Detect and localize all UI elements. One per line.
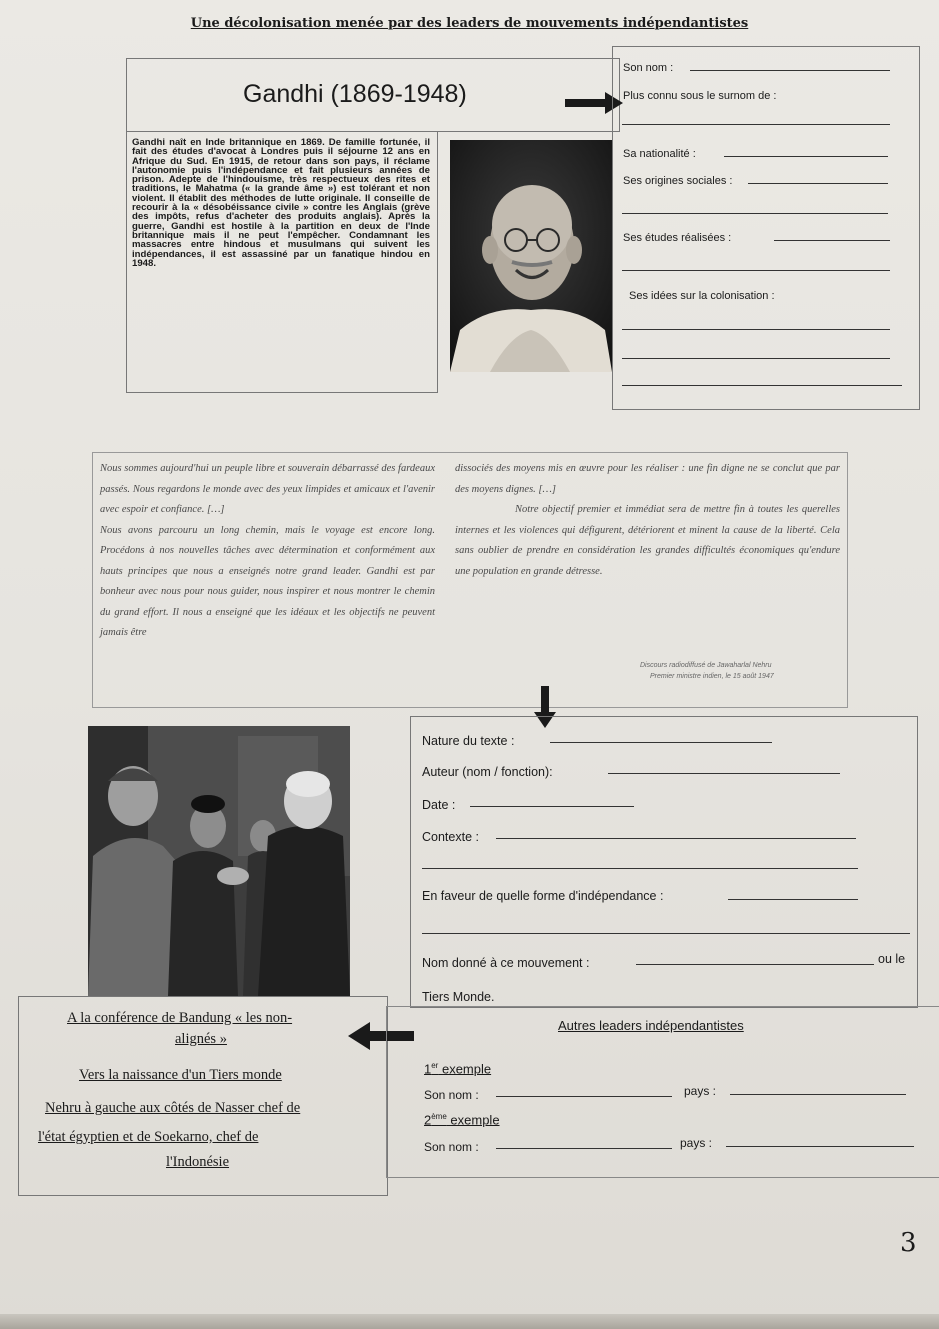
leader-1-pays-label: pays : [684, 1084, 717, 1098]
speech-source: Discours radiodiffusé de Jawaharlal Nehru [640, 662, 772, 669]
leader-2-pays-label: pays : [680, 1136, 713, 1150]
ou-le-label: ou le [878, 952, 906, 966]
contexte-field-2[interactable] [422, 868, 858, 869]
speech-paragraph: Nous sommes aujourd'hui un peuple libre et souverain débarrassé des fardeaux passés. Nous regardons le monde avec des yeux limpides et amicaux et l'avenir avec espoir et confiance. […] [100, 463, 435, 515]
example-2-sup: ème [431, 1112, 447, 1121]
date-field[interactable] [470, 806, 634, 807]
speech-paragraph: Nous avons parcouru un long chemin, mais le voyage est encore long. Procédons à nos nouvelles tâches avec détermination et conformément aux hauts principes que nous a enseignés notre grand leader. Gandhi est par bonheur avec nous pour nous guider, nous inspirer et nous montrer le chemin du grand effort. Il nous a enseigné que les idéaux et les objectifs ne peuvent jamais être [100, 524, 435, 638]
gandhi-header: Gandhi (1869-1948) [243, 80, 467, 108]
example-1-number: 1 [424, 1061, 432, 1077]
etudes-field-2[interactable] [622, 270, 890, 271]
page-number: 3 [900, 1228, 917, 1258]
bandung-caption-2: alignés » [175, 1031, 227, 1047]
speech-paragraph: Notre objectif premier et immédiat sera de mettre fin à toutes les querelles internes et les violences qui défigurent, détériorent et minent la cause de la liberté. Cela sans oublier de prendre en considération les grandes difficultés économiques qu'endure une population en grande détresse. [455, 504, 840, 577]
gandhi-bio [132, 138, 430, 268]
tiers-monde-label: Tiers Monde. [422, 990, 495, 1004]
etudes-label: Ses études réalisées : [623, 232, 732, 244]
leader-1-name-field[interactable] [496, 1096, 672, 1097]
auteur-field[interactable] [608, 773, 840, 774]
origines-field-2[interactable] [622, 213, 888, 214]
bandung-caption-6: l'Indonésie [166, 1154, 230, 1170]
example-1-label [424, 1061, 491, 1076]
speech-paragraph: dissociés des moyens mis en œuvre pour les réaliser : une fin digne ne se conclut que par des moyens dignes. […] [455, 463, 840, 495]
gandhi-bio-text: Gandhi naît en Inde britannique en 1869. De famille fortunée, il fait des études d'avocat à Londres puis il séjourne 12 ans en Afrique du Sud. En 1915, de retour dans son pays, il réclame l'autonomie puis l'indépendance et fait plusieurs années de prison. Adepte de l'hindouisme, très respectueux des rites et traditions, le Mahatma (« la grande âme ») est tolérant et non violent. Il établit des méthodes de lutte originale. Il conseille de recourir à la « désobéissance civile » contre les Anglais (grève des impôts, refus d'acheter des produits anglais). Après la guerre, Gandhi est hostile à la partition en deux de l'Inde britannique mais il ne peut l'empêcher. Condamnant les massacres entre hindous et musulmans qui suivent les indépendances, il est assassiné par un fanatique hindou en 1948. [132, 137, 430, 269]
surnom-field[interactable] [622, 124, 890, 125]
leader-2-name-field[interactable] [496, 1148, 672, 1149]
bandung-caption-5: l'état égyptien et de Soekarno, chef de [38, 1129, 259, 1145]
speech-source-2: Premier ministre indien, le 15 août 1947 [650, 673, 774, 680]
mouvement-label: Nom donné à ce mouvement : [422, 956, 590, 970]
gandhi-portrait [450, 140, 612, 372]
mouvement-field[interactable] [636, 964, 874, 965]
nationalite-field[interactable] [724, 156, 888, 157]
son-nom-label: Son nom : [623, 62, 674, 74]
surnom-label: Plus connu sous le surnom de : [623, 90, 777, 102]
origines-field[interactable] [748, 183, 888, 184]
example-2-word: exemple [446, 1112, 500, 1128]
bandung-caption-1: A la conférence de Bandung « les non- [67, 1010, 293, 1026]
idees-field-2[interactable] [622, 358, 890, 359]
idees-field-1[interactable] [622, 329, 890, 330]
leader-2-name-label: Son nom : [424, 1140, 479, 1154]
idees-field-3[interactable] [622, 385, 902, 386]
bandung-photo [88, 726, 350, 996]
contexte-label: Contexte : [422, 830, 479, 844]
faveur-label: En faveur de quelle forme d'indépendance : [422, 889, 664, 903]
page-edge [0, 1314, 939, 1329]
leader-1-name-label: Son nom : [424, 1088, 479, 1102]
bandung-caption-3: Vers la naissance d'un Tiers monde [79, 1067, 282, 1083]
speech-col-1 [100, 459, 435, 644]
example-2-number: 2 [424, 1112, 432, 1128]
leaders-title: Autres leaders indépendantistes [558, 1018, 744, 1033]
idees-label: Ses idées sur la colonisation : [629, 290, 775, 302]
son-nom-field[interactable] [690, 70, 890, 71]
speech-col-2 [455, 459, 840, 582]
date-label: Date : [422, 798, 456, 812]
faveur-field[interactable] [728, 899, 858, 900]
contexte-field[interactable] [496, 838, 856, 839]
example-2-label [424, 1112, 500, 1127]
example-1-sup: er [431, 1061, 439, 1070]
origines-label: Ses origines sociales : [623, 175, 733, 187]
etudes-field[interactable] [774, 240, 890, 241]
faveur-field-2[interactable] [422, 933, 910, 934]
leader-1-pays-field[interactable] [730, 1094, 906, 1095]
nationalite-label: Sa nationalité : [623, 148, 696, 160]
page-title: Une décolonisation menée par des leaders de mouvements indépendantistes [190, 16, 749, 31]
bandung-caption-4: Nehru à gauche aux côtés de Nasser chef de [45, 1100, 301, 1116]
leader-2-pays-field[interactable] [726, 1146, 914, 1147]
auteur-label: Auteur (nom / fonction): [422, 765, 553, 779]
nature-label: Nature du texte : [422, 734, 515, 748]
nature-field[interactable] [550, 742, 772, 743]
example-1-word: exemple [438, 1061, 492, 1077]
